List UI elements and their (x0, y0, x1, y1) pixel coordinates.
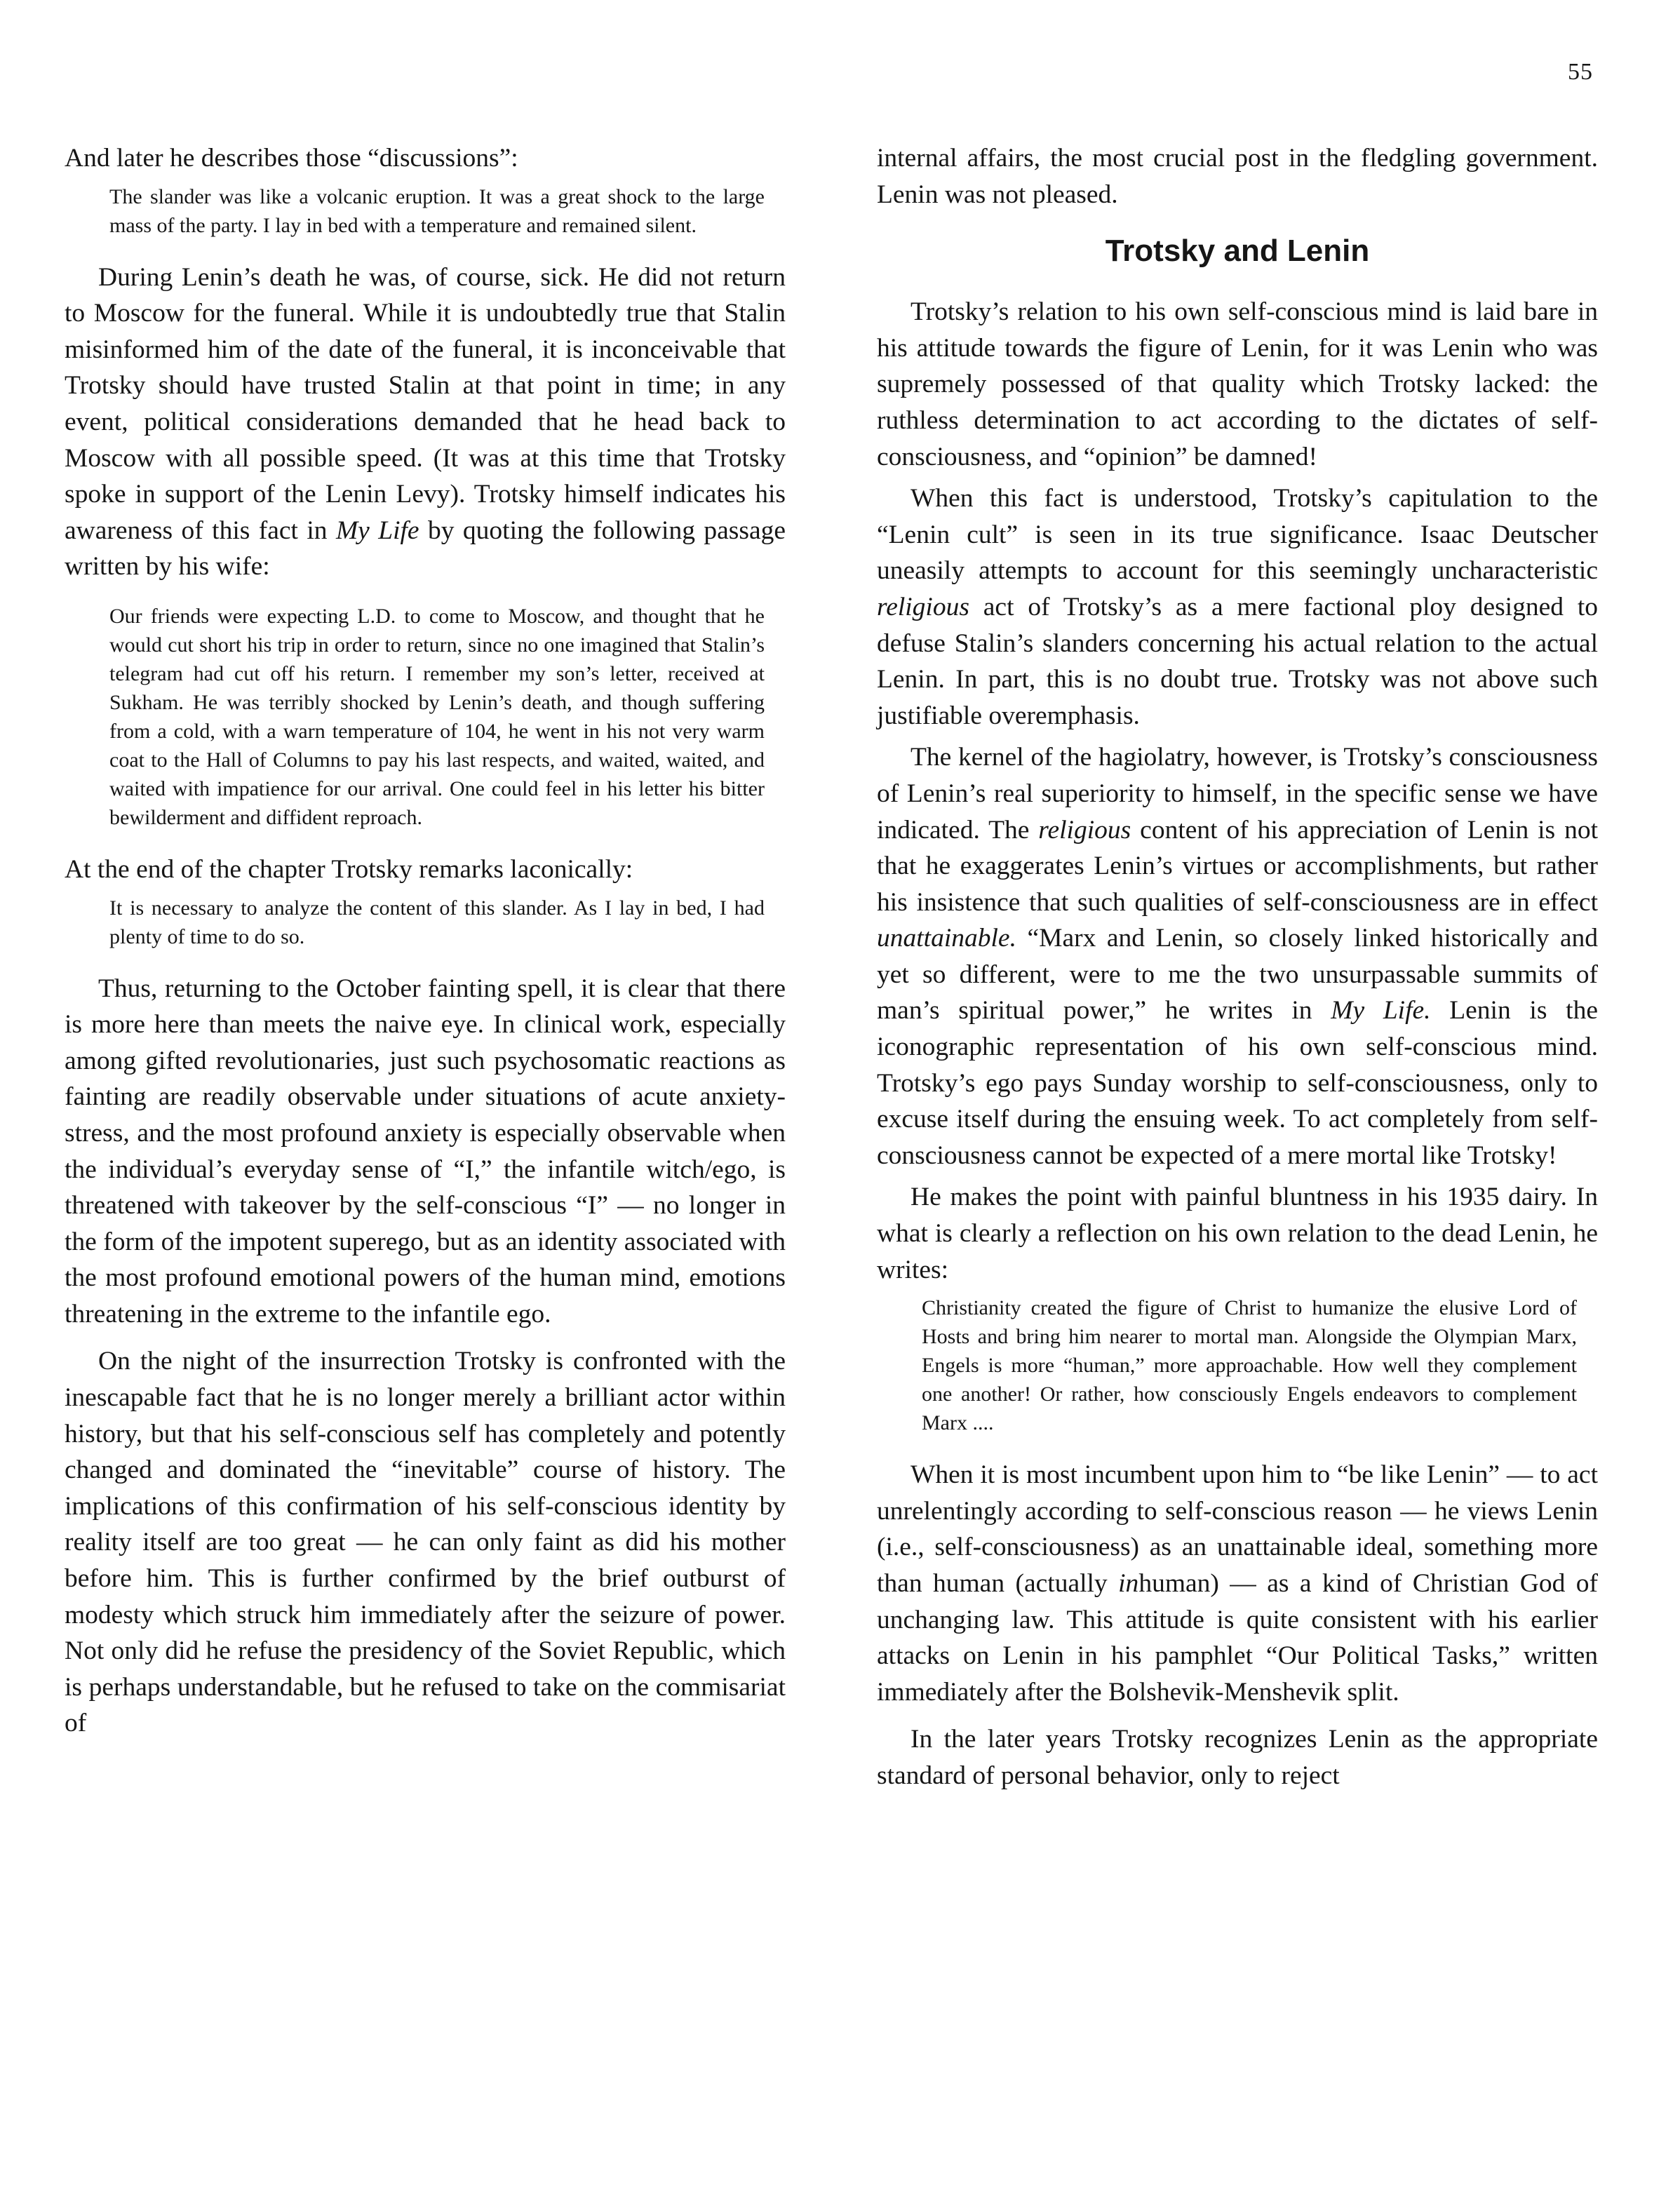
right-column (877, 140, 1598, 1800)
block-quote: It is necessary to analyze the content of this slander. As I lay in bed, I had plenty of time to do so. (109, 896, 765, 948)
paragraph (877, 480, 1598, 734)
paragraph (877, 739, 1598, 1173)
text-run: “Marx and Lenin, so closely linked historically and yet so different, were to me the two unsurpassable summits of man’s spiritual power,” he writes in (877, 924, 1598, 1025)
text-run: Lenin is the iconographic representation of his own self-conscious mind. Trotsky’s ego pays Sunday worship to self-consciousness, only to excuse itself during the ensuing week. To act completely from self-consciousness cannot be expected of a mere mortal like Trotsky! (877, 996, 1598, 1170)
left-column (65, 140, 786, 1747)
text-run: When it is most incumbent upon him to “be like Lenin” — to act unrelentingly according to self-conscious reason — he views Lenin (i.e., self-consciousness) as an unattainable ideal, something more than human (actually (877, 1460, 1598, 1598)
book-title: My Life. (1331, 996, 1431, 1025)
text-run: When this fact is understood, Trotsky’s capitulation to the “Lenin cult” is seen in its true significance. Isaac Deutscher uneasily attempts to account for this seemingly uncharacteristic (877, 484, 1598, 586)
paragraph: Trotsky’s relation to his own self-conscious mind is laid bare in his attitude towards the figure of Lenin, for it was Lenin who was supremely possessed of that quality which Trotsky lacked: the ruthless determination to act according to the dictates of self-consciousness, and “opinion” be damned! (877, 297, 1598, 471)
paragraph: Thus, returning to the October fainting spell, it is clear that there is more here than meets the naive eye. In clinical work, especially among gifted revolutionaries, just such psychosomatic reactions as fainting are readily observable under situations of acute anxiety-stress, and the most profound anxiety is especially observable when the individual’s everyday sense of “I,” the infantile witch/ego, is threatened with takeover by the self-conscious “I” — no longer in the form of the impotent superego, but as an identity associated with the most profound emotional powers of the human mind, emotions threatening in the extreme to the infantile ego. (65, 974, 786, 1329)
text-run: act of Trotsky’s as a mere factional ploy designed to defuse Stalin’s slanders concerning his actual relation to the actual Lenin. In part, this is no doubt true. Trotsky was not above such justifiable overemphasis. (877, 592, 1598, 730)
italic-term: unattainable. (877, 924, 1016, 953)
italic-term: religious (1038, 815, 1131, 845)
paragraph: In the later years Trotsky recognizes Lenin as the appropriate standard of personal behavior, only to reject (877, 1725, 1598, 1790)
book-title: My Life (335, 516, 419, 545)
paragraph: On the night of the insurrection Trotsky is confronted with the inescapable fact that he is no longer merely a brilliant actor within history, but that his self-conscious self has completely and potently changed and dominated the “inevitable” course of history. The implications of this confirmation of his self-conscious identity by reality itself are too great — he can only faint as did his mother before him. This is further confirmed by the brief outburst of modesty which struck him immediately after the seizure of power. Not only did he refuse the presidency of the Soviet Republic, which is perhaps understandable, but he refused to take on the commisariat of (65, 1347, 786, 1738)
block-quote: Our friends were expecting L.D. to come to Moscow, and thought that he would cut short his trip in order to return, since no one imagined that Stalin’s telegram had cut off his return. I remember my son’s letter, received at Sukham. He was terribly shocked by Lenin’s death, and though suffering from a cold, with a warn temperature of 104, he went in his not very warm coat to the Hall of Columns to pay his last respects, and waited, waited, and waited with impatience for our arrival. One could feel in his letter his bitter bewilderment and diffident reproach. (109, 604, 765, 829)
paragraph: He makes the point with painful bluntness in his 1935 dairy. In what is clearly a reflection on his own relation to the dead Lenin, he writes: (877, 1183, 1598, 1284)
paragraph: internal affairs, the most crucial post in the fledgling government. Lenin was not pleased. (877, 144, 1598, 209)
italic-term: in (1118, 1569, 1139, 1598)
text-run: The kernel of the hagiolatry, however, is Trotsky’s consciousness of Lenin’s real superiority to himself, in the specific sense we have indicated. The (877, 743, 1598, 845)
page-number: 55 (1568, 59, 1593, 85)
text-run: During Lenin’s death he was, of course, sick. He did not return to Moscow for the funeral. While it is undoubtedly true that Stalin misinformed him of the date of the funeral, it is inconceivable that Trotsky should have trusted Stalin at that point in time; in any event, political considerations demanded that he head back to Moscow with all possible speed. (It was at this time that Trotsky spoke in support of the Lenin Levy). Trotsky himself indicates his awareness of this fact in (65, 262, 786, 545)
paragraph: At the end of the chapter Trotsky remarks laconically: (65, 854, 633, 884)
paragraph (65, 260, 786, 585)
text-run: content of his appreciation of Lenin is not that he exaggerates Lenin’s virtues or accomplishments, but rather his insistence that such qualities of self-consciousness are in effect (877, 815, 1598, 917)
paragraph (877, 1457, 1598, 1710)
block-quote: The slander was like a volcanic eruption. It was a great shock to the large mass of the party. I lay in bed with a temperature and remained silent. (109, 184, 765, 237)
text-run: by quoting the following passage written by his wife: (65, 516, 786, 581)
section-heading: Trotsky and Lenin (1105, 234, 1370, 269)
paragraph: And later he describes those “discussions”: (65, 144, 518, 173)
block-quote: Christianity created the figure of Christ to humanize the elusive Lord of Hosts and bring him nearer to mortal man. Alongside the Olympian Marx, Engels is more “human,” more approachable. How well they complement one another! Or rather, how consciously Engels endeavors to complement Marx .... (922, 1296, 1577, 1435)
text-run: human) — as a kind of Christian God of unchanging law. This attitude is quite consistent with his earlier attacks on Lenin in his pamphlet “Our Political Tasks,” written immediately after the Bolshevik-Menshevik split. (877, 1569, 1598, 1707)
italic-term: religious (877, 592, 969, 621)
